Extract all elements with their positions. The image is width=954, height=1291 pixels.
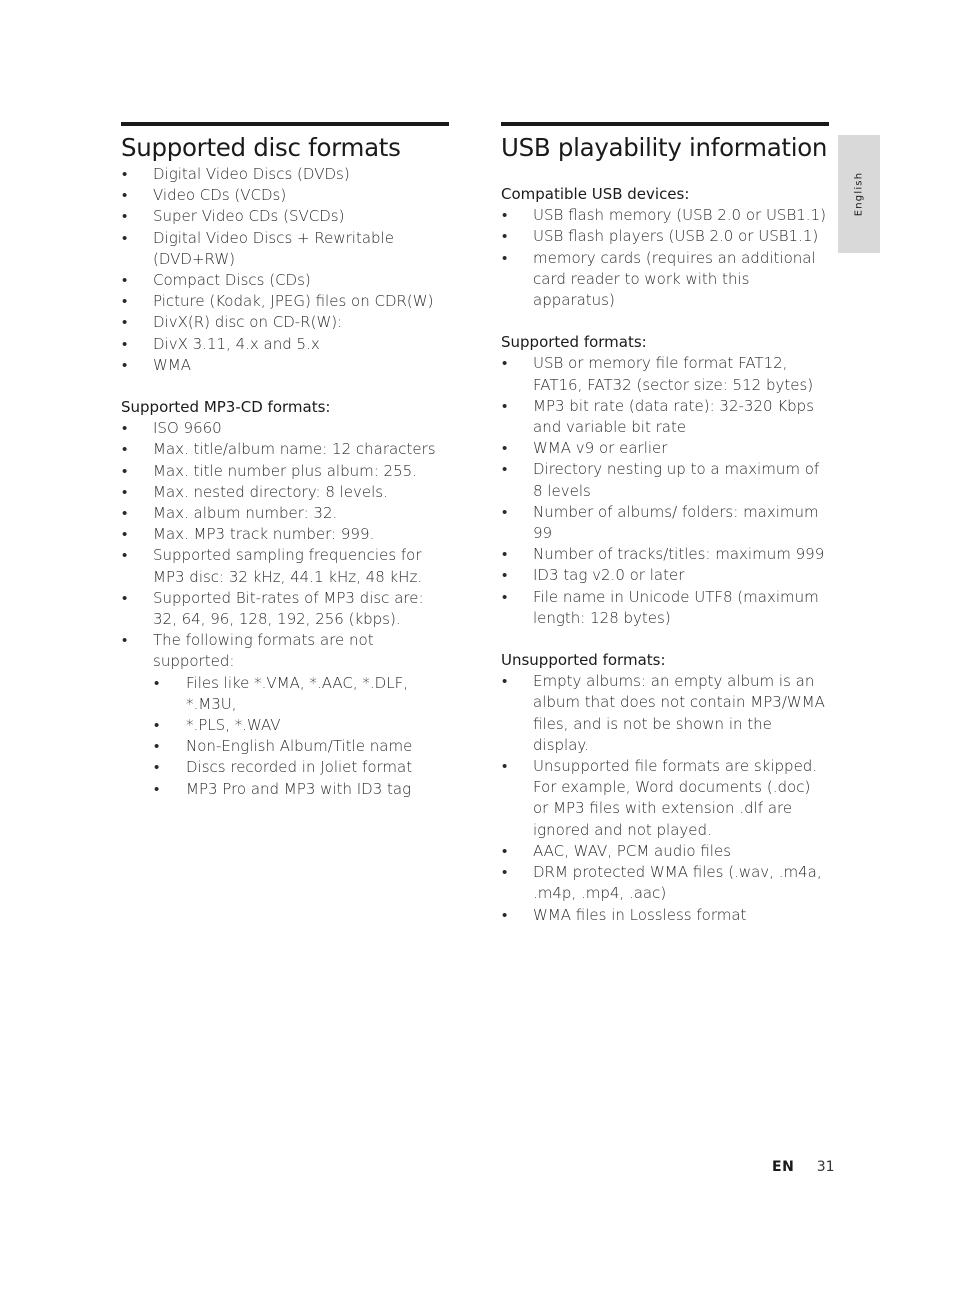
list-item: • DRM protected WMA files (.wav, .m4a, .m4p, .mp4, .aac)	[501, 862, 829, 904]
list-item: • AAC, WAV, PCM audio files	[501, 841, 829, 862]
list-item: • memory cards (requires an additional card reader to work with this apparatus)	[501, 248, 829, 312]
list-item: • USB flash players (USB 2.0 or USB1.1)	[501, 226, 829, 247]
usb-devices-heading: Compatible USB devices:	[501, 185, 690, 203]
list-item: • Super Video CDs (SVCDs)	[121, 206, 449, 227]
footer-language-code: EN	[772, 1159, 795, 1175]
left-column	[121, 122, 449, 800]
page-footer	[772, 1159, 835, 1175]
list-item: • Compact Discs (CDs)	[121, 270, 449, 291]
supported-formats-heading: Supported formats:	[501, 333, 647, 352]
list-item: • USB flash memory (USB 2.0 or USB1.1)	[501, 205, 829, 226]
list-item: • Unsupported file formats are skipped. For example, Word documents (.doc) or MP3 files with extension .dlf are ignored and not played.	[501, 756, 829, 841]
list-item: • WMA v9 or earlier	[501, 438, 829, 459]
list-item: • Non-English Album/Title name	[153, 736, 449, 757]
list-item: • Video CDs (VCDs)	[121, 185, 449, 206]
section-rule	[121, 122, 449, 126]
list-item: • Supported sampling frequencies for MP3 disc: 32 kHz, 44.1 kHz, 48 kHz.	[121, 545, 449, 587]
mp3-formats-list	[121, 418, 449, 672]
list-item: • Number of albums/ folders: maximum 99	[501, 502, 829, 544]
list-item: • USB or memory file format FAT12, FAT16, FAT32 (sector size: 512 bytes)	[501, 353, 829, 395]
list-item: • The following formats are not supported:	[121, 630, 449, 672]
list-item: • WMA	[121, 355, 449, 376]
list-item: • Digital Video Discs (DVDs)	[121, 164, 449, 185]
disc-formats-list	[121, 164, 449, 376]
unsupported-formats-heading: Unsupported formats:	[501, 651, 666, 670]
section-rule	[501, 122, 829, 126]
list-item: • Max. nested directory: 8 levels.	[121, 482, 449, 503]
mp3-formats-heading: Supported MP3-CD formats:	[121, 398, 331, 417]
list-item: • File name in Unicode UTF8 (maximum length: 128 bytes)	[501, 587, 829, 629]
list-item: • Discs recorded in Joliet format	[153, 757, 449, 778]
disc-formats-title: Supported disc formats	[121, 133, 401, 162]
page-number: 31	[816, 1159, 835, 1175]
language-tab-label: English	[853, 171, 865, 217]
list-item: • ISO 9660	[121, 418, 449, 439]
list-item: • Max. title/album name: 12 characters	[121, 439, 449, 460]
list-item: • Number of tracks/titles: maximum 999	[501, 544, 829, 565]
usb-devices-list	[501, 205, 829, 311]
list-item: • Digital Video Discs + Rewritable (DVD+RW)	[121, 228, 449, 270]
unsupported-formats-list	[501, 671, 829, 925]
list-item: • *.PLS, *.WAV	[153, 715, 449, 736]
usb-playability-title: USB playability information	[501, 133, 828, 162]
list-item: • Picture (Kodak, JPEG) files on CDR(W)	[121, 291, 449, 312]
list-item: • Files like *.VMA, *.AAC, *.DLF, *.M3U,	[153, 673, 449, 715]
list-item: • DivX(R) disc on CD-R(W):	[121, 312, 449, 333]
list-item: • DivX 3.11, 4.x and 5.x	[121, 334, 449, 355]
list-item: • ID3 tag v2.0 or later	[501, 565, 829, 586]
list-item: • MP3 Pro and MP3 with ID3 tag	[153, 779, 449, 800]
list-item: • WMA files in Lossless format	[501, 905, 829, 926]
not-supported-list	[153, 673, 449, 800]
list-item: • Max. MP3 track number: 999.	[121, 524, 449, 545]
language-tab	[838, 135, 880, 253]
list-item: • Supported Bit-rates of MP3 disc are: 32, 64, 96, 128, 192, 256 (kbps).	[121, 588, 449, 630]
list-item: • Directory nesting up to a maximum of 8 levels	[501, 459, 829, 501]
list-item: • Empty albums: an empty album is an album that does not contain MP3/WMA files, and is not be shown in the display.	[501, 671, 829, 756]
list-item: • MP3 bit rate (data rate): 32-320 Kbps and variable bit rate	[501, 396, 829, 438]
right-column	[501, 122, 829, 926]
list-item: • Max. title number plus album: 255.	[121, 461, 449, 482]
supported-formats-list	[501, 353, 829, 629]
list-item: • Max. album number: 32.	[121, 503, 449, 524]
